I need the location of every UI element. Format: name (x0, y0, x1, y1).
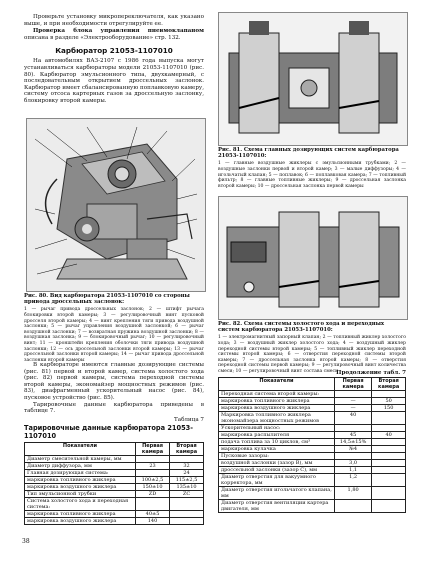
table-row (219, 412, 406, 425)
table-row (25, 476, 204, 483)
table-cell (135, 455, 169, 462)
table-cell: 1,2 (334, 474, 371, 487)
idle-system-schematic (219, 197, 407, 319)
table-cell (372, 500, 406, 513)
table-cell (372, 425, 406, 432)
table-title: Тарировочные данные карбюратора 21053-1107010 (24, 423, 193, 440)
calibration-table-left (24, 442, 204, 525)
table-cell (135, 469, 169, 476)
table-row (25, 497, 204, 510)
table-cell: Пусковые зазоры: (219, 453, 335, 460)
intro-paragraph: Проверьте установку микропереключателя, как указано выше, и при необходимости отрегулируйте ее. (24, 14, 204, 27)
check-bold: Проверка блока управления пневмоклапаном (33, 28, 204, 35)
table-cell: 50 (372, 398, 406, 405)
table-cell (334, 500, 371, 513)
table-cell: Диаметр отверстия игольчатого клапана, мм (219, 487, 335, 500)
table-cell: — (334, 398, 371, 405)
fig80-caption: Рис. 80. Вид карбюратора 21053-1107010 со стороны привода дроссельных заслонок: (24, 293, 190, 306)
carb-description: На автомобилях ВАЗ-2107 с 1986 года выпуска могут устанавливаться карбюраторы модели 21053-1107010 (рис. 80). Карбюратор эмульсионного типа, двухкамерный, с последовательным открытием дроссельных заслонок. Карбюратор имеет сбалансированную поплавковую камеру, систему отсоса картерных газов за дроссельную заслонку, блокировку второй камеры. (24, 58, 204, 104)
table-cell: 3,0 (334, 460, 371, 467)
table-cell: маркировка топливного жиклера (25, 510, 136, 517)
table-cell: 14,5±15% (334, 439, 371, 446)
left-column (24, 14, 204, 105)
table-row (219, 439, 406, 446)
table-header-cell: Первая камера (135, 442, 169, 455)
table-cell: 45 (334, 432, 371, 439)
table-cell: 140 (135, 517, 169, 524)
figure-81-main-dosing-diagram (218, 12, 408, 146)
carburetor-illustration (27, 119, 205, 291)
table-cell: 23 (135, 462, 169, 469)
table-cell: дроссельной заслонки (зазор С), мм (219, 467, 335, 474)
table-row (219, 398, 406, 405)
table-cell: маркировка топливного жиклера (25, 476, 136, 483)
table-cell: маркировка распылителя (219, 432, 335, 439)
table-header-cell: Показатели (25, 442, 136, 455)
calibration-table-right (218, 377, 406, 513)
table-cell (334, 453, 371, 460)
table-cell: 40 (372, 432, 406, 439)
table-cell (372, 474, 406, 487)
table-cell (334, 425, 371, 432)
table-cell: Маркировка топливного жиклера экономайзера мощностных режимов (219, 412, 335, 425)
table-cell (372, 412, 406, 425)
table-header-cell: Вторая камера (372, 378, 406, 391)
table-cell (135, 497, 169, 510)
table-row (219, 467, 406, 474)
table-cell: 40 (334, 412, 371, 425)
table-cell: 24 (170, 469, 204, 476)
table-cell: маркировка воздушного жиклера (25, 517, 136, 524)
page-number: 38 (22, 538, 30, 545)
table-cell: №4 (334, 446, 371, 453)
table-cell: 1,80 (334, 487, 371, 500)
table-cell: маркировка воздушного жиклера (219, 405, 335, 412)
check-rest: описана в разделе «Электрооборудование» стр. 132. (24, 34, 181, 41)
table-row (25, 469, 204, 476)
main-dosing-schematic (219, 13, 407, 145)
table-header-cell: Первая камера (334, 378, 371, 391)
table-cell (372, 487, 406, 500)
table-cell: Диаметр отверстия вентиляции картера двигателя, мм (219, 500, 335, 513)
table-row (219, 500, 406, 513)
table-cell: Главная дозирующая система: (25, 469, 136, 476)
table-row (219, 487, 406, 500)
table-row (219, 391, 406, 398)
table-cell: 32 (170, 462, 204, 469)
table-row (25, 490, 204, 497)
table-cell (372, 391, 406, 398)
fig82-legend: 1 — электромагнитный запорный клапан; 2 — топливный жиклер холостого хода; 3 — воздушный жиклер холостого хода; 4 — воздушный жиклер переходной системы второй камеры; 5 — топливный жиклер переходной системы второй камеры; 6 — отверстия переходной системы второй камеры; 7 — дроссельная заслонка второй камеры; 8 — отверстия переходной системы первой камеры; 9 — регулировочный винт количества смеси; 10 — регулировочный винт состава смеси (218, 335, 406, 374)
table-cell: 135±10 (170, 483, 204, 490)
table-row (25, 483, 204, 490)
table-cell (170, 510, 204, 517)
fig81-caption-block (218, 147, 406, 189)
table-row (219, 446, 406, 453)
fig82-caption: Рис. 82. Схема системы холостого хода и переходных систем карбюратора 21053-1107010: (218, 321, 385, 334)
table-cell: Диаметр отверстия для вакуумного корректора, мм (219, 474, 335, 487)
left-body-2 (24, 362, 204, 525)
fig82-caption-block (218, 321, 406, 375)
fig80-caption-block (24, 293, 204, 363)
table-cell: — (334, 405, 371, 412)
table-cell (170, 455, 204, 462)
table-cell (334, 391, 371, 398)
table-cell: маркировка воздушного жиклера (25, 483, 136, 490)
table-cell: 115±2,5 (170, 476, 204, 483)
table-cell: 150 (372, 405, 406, 412)
table-cell: 40±5 (135, 510, 169, 517)
table-label: Таблица 7 (174, 416, 204, 423)
table-row (219, 405, 406, 412)
table-cell (170, 517, 204, 524)
table-cell (372, 439, 406, 446)
table-cell: подача топлива за 10 циклов, см³ (219, 439, 335, 446)
table-header-cell: Показатели (219, 378, 335, 391)
table-row (25, 462, 204, 469)
table-cell: ZC (170, 490, 204, 497)
table-cell (372, 453, 406, 460)
fig81-caption: Рис. 81. Схема главных дозирующих систем карбюратора 21053-1107010: (218, 147, 399, 160)
table-cell: Тип эмульсионной трубки (25, 490, 136, 497)
right-table-block (218, 370, 406, 513)
figure-82-idle-system-diagram (218, 196, 408, 320)
table-row (25, 455, 204, 462)
table-cell: 1,1 (334, 467, 371, 474)
table-cell (372, 446, 406, 453)
table-cell (372, 460, 406, 467)
table-row (219, 460, 406, 467)
table-cell: Переходная система второй камеры: (219, 391, 335, 398)
table-continuation-label: Продолжение табл. 7 (336, 370, 406, 376)
table-ref-paragraph: Тарировочные данные карбюратора приведены в таблице 7. (24, 401, 204, 415)
table-cell: 100±2,5 (135, 476, 169, 483)
table-cell: Диаметр диффузора, мм (25, 462, 136, 469)
table-header-cell: Вторая камера (170, 442, 204, 455)
fig80-legend: 1 — рычаг привода дроссельных заслонок; 2 — штифт рычага блокировки второй камеры; 3 — регулировочный винт пусковой дросселя второй камеры; 4 — винт крепления тяги привода воздушной заслонки; 5 — рычаг управления воздушной заслонкой; 6 — рычаг воздушной заслонки; 7 — возвратная пружина воздушной заслонки; 8 — воздушная заслонка; 9 — блокировочный рычаг; 10 — регулировочный винт; 11 — кронштейн крепления оболочки тяги привода воздушной заслонки; 12 — ось дроссельной заслонки второй камеры; 13 — рычаг дроссельной заслонки второй камеры; 14 — рычаг привода дроссельной заслонки второй камеры (24, 307, 204, 363)
table-row (25, 517, 204, 524)
table-cell: Система холостого хода и переходная система: (25, 497, 136, 510)
table-cell (372, 467, 406, 474)
table-cell: маркировка топливного жиклера (219, 398, 335, 405)
systems-paragraph: В карбюраторе имеются главные дозирующие системы (рис. 81) первой и второй камер, система холостого хода (рис. 82) первой камеры, система переходной системы второй камеры, экономайзер мощностных режимов (рис. 83), диафрагменный ускорительный насос (рис. 84), пусковое устройство (рис. 85). (24, 362, 204, 401)
table-cell: ZD (135, 490, 169, 497)
table-cell: воздушной заслонки (зазор В), мм (219, 460, 335, 467)
table-cell: маркировка кулачка (219, 446, 335, 453)
table-row (219, 432, 406, 439)
table-row (219, 453, 406, 460)
table-cell: Ускорительный насос: (219, 425, 335, 432)
section-title: Карбюратор 21053-1107010 (55, 46, 173, 56)
table-cell: Диаметр смесительной камеры, мм (25, 455, 136, 462)
fig81-legend: 1 — главные воздушные жиклеры с эмульсионными трубками; 2 — воздушные заслонки первой и второй камер; 3 — малые диффузоры; 4 — игольчатый клапан; 5 — поплавок; 6 — поплавковая камера; 7 — топливный фильтр; 8 — главные топливные жиклеры; 9 — дроссельная заслонка второй камеры; 10 — дроссельная заслонка первой камеры (218, 161, 406, 189)
table-row (25, 510, 204, 517)
figure-80-carburetor-drawing (26, 118, 206, 292)
check-paragraph (24, 28, 204, 41)
table-row (219, 474, 406, 487)
table-row (219, 425, 406, 432)
table-cell: 150±10 (135, 483, 169, 490)
table-cell (170, 497, 204, 510)
